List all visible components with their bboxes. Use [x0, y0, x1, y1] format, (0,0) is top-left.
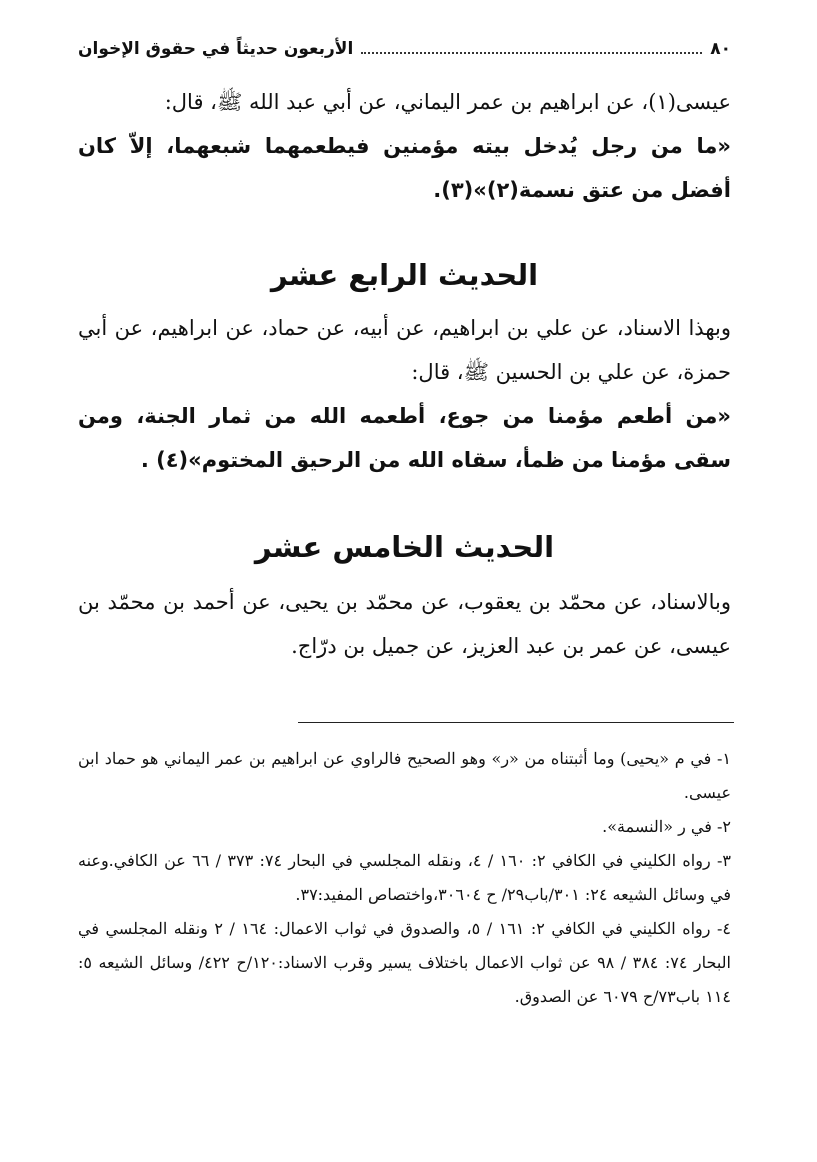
section-14-hadith-text: «من أطعم مؤمنا من جوع، أطعمه الله من ثمار الجنة، ومن سقى مؤمنا من ظمأ، سقاه الله من الرحيق المختوم»(٤) .: [78, 404, 731, 472]
footnote-3: ٣- رواه الكليني في الكافي ٢: ١٦٠ / ٤، ونقله المجلسي في البحار ٧٤: ٣٧٣ / ٦٦ عن الكافي.وعنه في وسائل الشيعه ٢٤: ٣٠١/باب٢٩/ ح ٣٠٦٠٤،واختصاص المفيد:٣٧.: [78, 851, 731, 904]
header-dot-leader: [361, 52, 702, 54]
footnote-1: ١- في م «يحيى) وما أثبتناه من «ر» وهو الصحيح فالراوي عن ابراهيم بن عمر اليماني هو حماد ابن عيسى.: [78, 749, 731, 802]
section-heading-15: الحديث الخامس عشر: [254, 530, 555, 564]
footnote-separator: [298, 722, 734, 723]
running-title: الأربعون حديثاً في حقوق الإخوان: [78, 39, 354, 59]
intro-hadith-text: «ما من رجل يُدخل بيته مؤمنين فيطعمهما شبعهما، إلاّ كان أفضل من عتق نسمة(٢)»(٣).: [78, 134, 731, 202]
section-heading-14: الحديث الرابع عشر: [270, 258, 539, 292]
intro-chain: عيسى(١)، عن ابراهيم بن عمر اليماني، عن أبي عبد الله ﷺ، قال:: [164, 90, 731, 114]
running-header: [78, 34, 731, 64]
footnotes: [78, 742, 731, 1014]
footnote-4: ٤- رواه الكليني في الكافي ٢: ١٦١ / ٥، والصدوق في ثواب الاعمال: ١٦٤ / ٢ ونقله المجلسي في البحار ٧٤: ٣٨٤ / ٩٨ عن ثواب الاعمال باختلاف يسير وقرب الاسناد:١٢٠/ح ٤٢٢/ وسائل الشيعه ٥: ١١٤ باب٧٣/ح ٦٠٧٩ عن الصدوق.: [78, 919, 731, 1006]
section-14-block: [78, 306, 731, 482]
footnote-2: ٢- في ر «النسمة».: [602, 817, 731, 836]
section-15-chain: وبالاسناد، عن محمّد بن يعقوب، عن محمّد بن يحيى، عن أحمد بن محمّد بن عيسى، عن عمر بن عبد العزيز، عن جميل بن درّاج.: [78, 590, 731, 658]
intro-block: [78, 80, 731, 212]
page-number: ٨٠: [710, 39, 731, 59]
section-14-chain: وبهذا الاسناد، عن علي بن ابراهيم، عن أبيه، عن حماد، عن ابراهيم، عن أبي حمزة، عن علي بن الحسين ﷺ، قال:: [78, 316, 731, 384]
section-15-block: [78, 580, 731, 668]
